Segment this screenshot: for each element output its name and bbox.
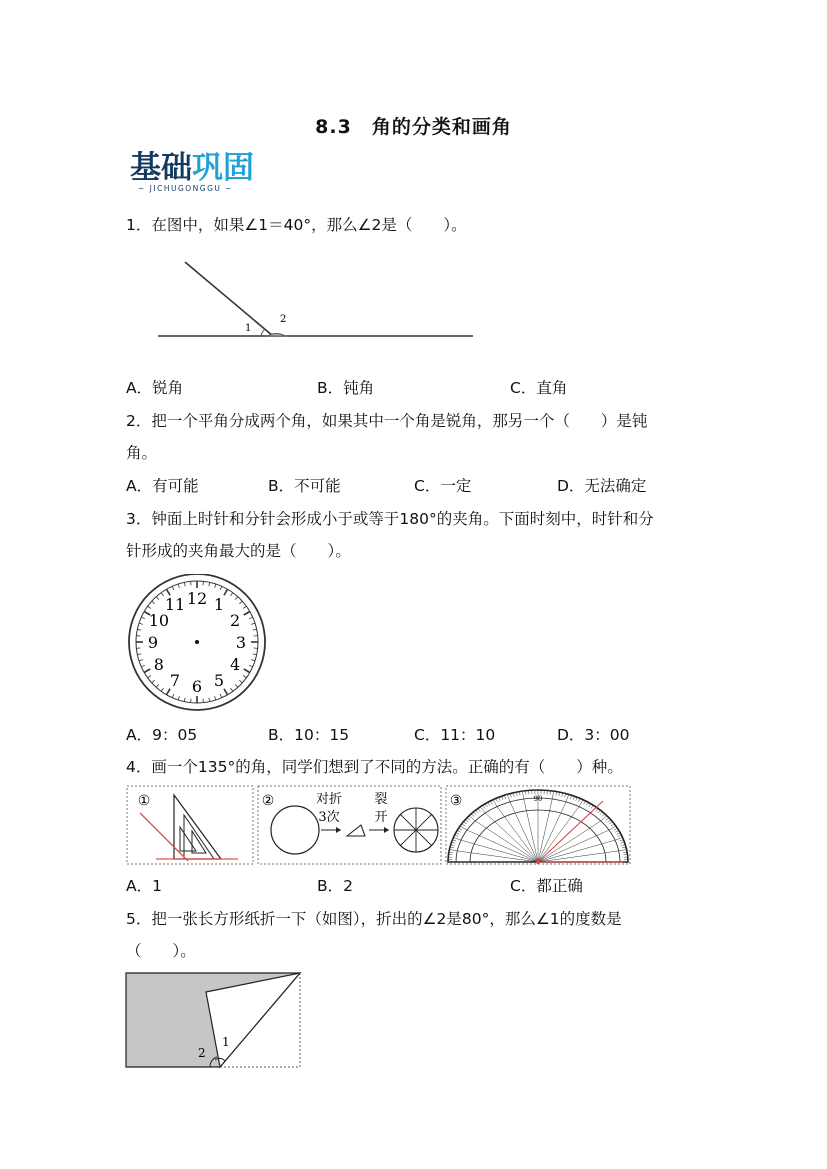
q4-text: 4．画一个135°的角，同学们想到了不同的方法。正确的有（ ）种。 bbox=[126, 758, 623, 776]
clock-number: 5 bbox=[213, 671, 225, 691]
q4-fold-text-3: 裂 bbox=[374, 792, 388, 807]
clock-number: 1 bbox=[213, 594, 225, 614]
clock-number: 9 bbox=[147, 633, 159, 652]
clock-number: 4 bbox=[230, 655, 241, 674]
q3-clock-figure bbox=[126, 574, 268, 716]
q1-option-c[interactable]: C．直角 bbox=[510, 379, 568, 397]
clock-number: 11 bbox=[164, 594, 186, 614]
q4-protractor-90: 90 bbox=[533, 795, 543, 803]
q1-option-b[interactable]: B．钝角 bbox=[317, 379, 375, 397]
q3-option-a[interactable]: A．9：05 bbox=[126, 726, 198, 744]
q2-option-d[interactable]: D．无法确定 bbox=[557, 477, 647, 495]
q4-panel-2 bbox=[257, 785, 442, 865]
q1-label-2: 2 bbox=[280, 314, 287, 325]
clock-number: 10 bbox=[148, 611, 170, 630]
q5-label-1: 1 bbox=[222, 1035, 230, 1049]
q5-label-2: 2 bbox=[198, 1046, 206, 1060]
q4-option-a[interactable]: A．1 bbox=[126, 877, 162, 895]
q4-fold-text-2: 3次 bbox=[318, 810, 340, 825]
clock-number: 12 bbox=[186, 589, 208, 608]
q3-text-line2: 针形成的夹角最大的是（ ）。 bbox=[126, 542, 351, 560]
clock-number: 6 bbox=[191, 677, 203, 696]
q2-text-line1: 2．把一个平角分成两个角，如果其中一个角是锐角，那另一个（ ）是钝 bbox=[126, 412, 648, 430]
q1-label-1: 1 bbox=[245, 323, 252, 334]
page-title: 8.3 角的分类和画角 bbox=[315, 116, 512, 138]
clock-number: 8 bbox=[153, 655, 164, 674]
q4-option-b[interactable]: B．2 bbox=[317, 877, 353, 895]
q2-option-a[interactable]: A．有可能 bbox=[126, 477, 199, 495]
q3-option-c[interactable]: C．11：10 bbox=[414, 726, 496, 744]
q4-fold-text-1: 对折 bbox=[315, 792, 343, 807]
q4-panel-1 bbox=[126, 785, 254, 865]
clock-number: 3 bbox=[235, 633, 247, 652]
q1-option-a[interactable]: A．锐角 bbox=[126, 379, 184, 397]
clock-number: 7 bbox=[169, 671, 181, 691]
q3-option-b[interactable]: B．10：15 bbox=[268, 726, 350, 744]
q4-option-c[interactable]: C．都正确 bbox=[510, 877, 583, 895]
q4-panel-3-label: ③ bbox=[449, 793, 463, 809]
q1-text: 1．在图中，如果∠1＝40°，那么∠2是（ ）。 bbox=[126, 216, 467, 234]
q5-text-line1: 5．把一张长方形纸折一下（如图），折出的∠2是80°，那么∠1的度数是 bbox=[126, 910, 622, 928]
q5-fold-figure bbox=[124, 970, 304, 1070]
logo-text: 基础巩固 bbox=[130, 150, 254, 186]
q4-panel-3 bbox=[445, 785, 631, 865]
logo-subtitle: ~ JICHUGONGGU ~ bbox=[138, 184, 234, 193]
q3-text-line1: 3．钟面上时针和分针会形成小于或等于180°的夹角。下面时刻中，时针和分 bbox=[126, 510, 654, 528]
clock-number: 2 bbox=[230, 611, 241, 630]
q1-angle-figure bbox=[150, 255, 480, 345]
q4-fold-text-4: 开 bbox=[374, 810, 388, 825]
section-logo bbox=[130, 150, 278, 196]
q4-panel-2-label: ② bbox=[261, 793, 275, 809]
q2-text-line2: 角。 bbox=[126, 444, 158, 462]
q5-text-line2: （ ）。 bbox=[126, 942, 196, 960]
q2-option-c[interactable]: C．一定 bbox=[414, 477, 472, 495]
q4-panel-1-label: ① bbox=[137, 793, 151, 809]
q2-option-b[interactable]: B．不可能 bbox=[268, 477, 341, 495]
q3-option-d[interactable]: D．3：00 bbox=[557, 726, 630, 744]
